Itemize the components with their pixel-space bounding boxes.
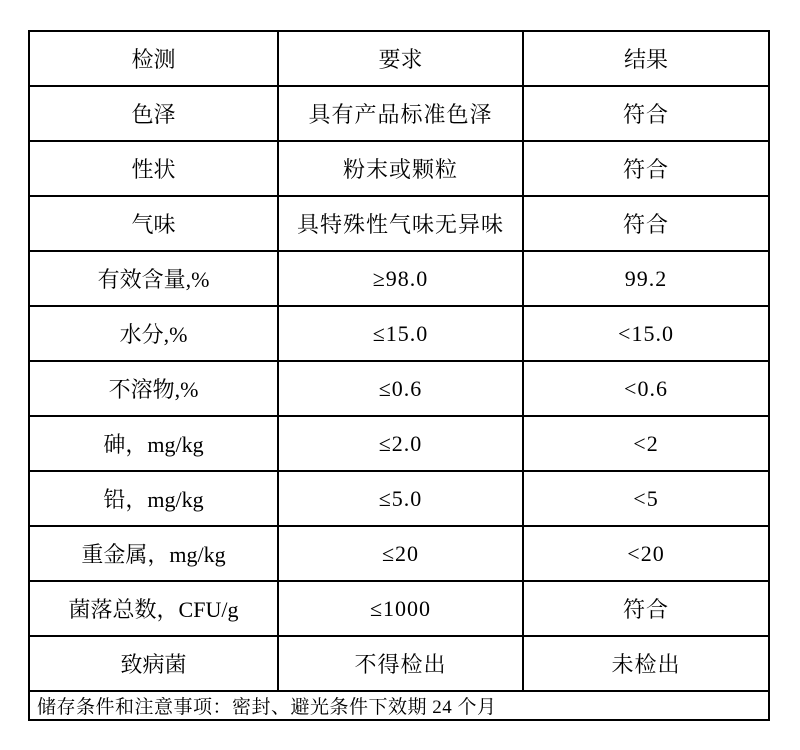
test-name-cell: 有效含量,%	[29, 251, 278, 306]
inspection-table	[28, 30, 770, 721]
footer-row	[29, 691, 769, 720]
table-row	[29, 141, 769, 196]
test-name-cell: 重金属，mg/kg	[29, 526, 278, 581]
test-name-cell: 不溶物,%	[29, 361, 278, 416]
table-row	[29, 196, 769, 251]
header-requirement-column: 要求	[278, 31, 523, 86]
result-cell: <0.6	[523, 361, 769, 416]
test-name-cell: 水分,%	[29, 306, 278, 361]
table-footer	[29, 691, 769, 720]
test-name-cell: 性状	[29, 141, 278, 196]
result-cell: <2	[523, 416, 769, 471]
table-row	[29, 526, 769, 581]
requirement-cell: ≤2.0	[278, 416, 523, 471]
result-cell: <5	[523, 471, 769, 526]
requirement-cell: 不得检出	[278, 636, 523, 691]
table-header	[29, 31, 769, 86]
header-result-column: 结果	[523, 31, 769, 86]
table-row	[29, 416, 769, 471]
requirement-cell: ≤0.6	[278, 361, 523, 416]
table-row	[29, 636, 769, 691]
test-name-cell: 菌落总数，CFU/g	[29, 581, 278, 636]
test-name-cell: 砷，mg/kg	[29, 416, 278, 471]
result-cell: 未检出	[523, 636, 769, 691]
table-body	[29, 86, 769, 691]
table-row	[29, 86, 769, 141]
test-name-cell: 致病菌	[29, 636, 278, 691]
result-cell: 符合	[523, 581, 769, 636]
result-cell: 符合	[523, 141, 769, 196]
result-cell: 符合	[523, 196, 769, 251]
table-row	[29, 361, 769, 416]
table-row	[29, 581, 769, 636]
test-name-cell: 色泽	[29, 86, 278, 141]
result-cell: 99.2	[523, 251, 769, 306]
requirement-cell: ≤20	[278, 526, 523, 581]
table-row	[29, 251, 769, 306]
table-row	[29, 306, 769, 361]
requirement-cell: ≤15.0	[278, 306, 523, 361]
result-cell: 符合	[523, 86, 769, 141]
table-row	[29, 471, 769, 526]
test-name-cell: 气味	[29, 196, 278, 251]
requirement-cell: ≥98.0	[278, 251, 523, 306]
test-name-cell: 铅，mg/kg	[29, 471, 278, 526]
header-row	[29, 31, 769, 86]
requirement-cell: ≤5.0	[278, 471, 523, 526]
requirement-cell: 具有产品标准色泽	[278, 86, 523, 141]
storage-conditions-note: 储存条件和注意事项：密封、避光条件下效期 24 个月	[29, 691, 769, 720]
requirement-cell: 具特殊性气味无异味	[278, 196, 523, 251]
result-cell: <15.0	[523, 306, 769, 361]
requirement-cell: 粉末或颗粒	[278, 141, 523, 196]
requirement-cell: ≤1000	[278, 581, 523, 636]
header-test-column: 检测	[29, 31, 278, 86]
result-cell: <20	[523, 526, 769, 581]
